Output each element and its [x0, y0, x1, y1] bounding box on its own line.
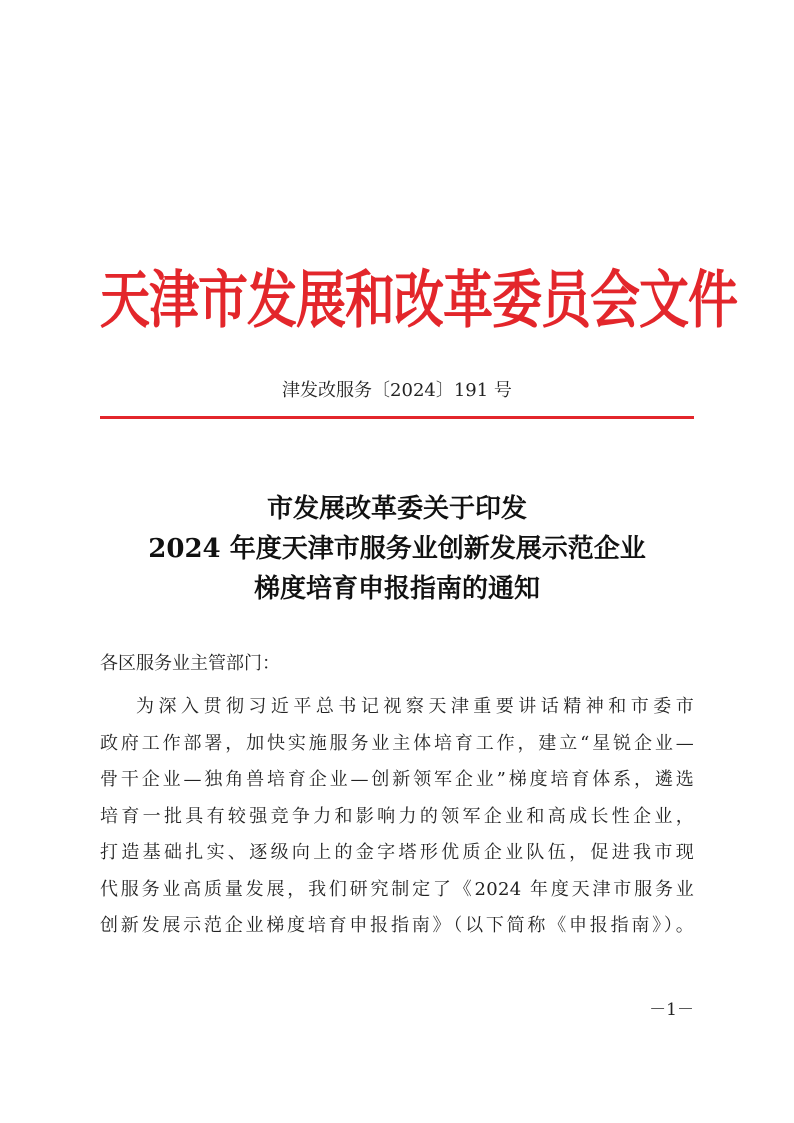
page-number: －1－ [649, 1000, 694, 1020]
title-line: 市发展改革委关于印发 [266, 494, 527, 524]
body-line: 代服务业高质量发展，我们研究制定了《2024 年度天津市服务业 [100, 878, 694, 900]
body-line: 创新发展示范企业梯度培育申报指南》（以下简称《申报指南》）。 [100, 915, 694, 936]
body-line: 政府工作部署，加快实施服务业主体培育工作，建立“星锐企业— [100, 732, 694, 754]
body-paragraph [100, 689, 694, 945]
title-line: 2024 年度天津市服务业创新发展示范企业 [148, 534, 646, 564]
addressee: 各区服务业主管部门： [100, 653, 280, 674]
body-line: 骨干企业—独角兽培育企业—创新领军企业”梯度培育体系，遴选 [100, 769, 694, 790]
title-line: 梯度培育申报指南的通知 [253, 574, 540, 604]
body-line: 培育一批具有较强竞争力和影响力的领军企业和高成长性企业， [100, 805, 694, 827]
body-line: 为深入贯彻习近平总书记视察天津重要讲话精神和市委市 [136, 696, 694, 717]
document-title [100, 489, 694, 609]
document-number: 津发改服务〔2024〕191 号 [282, 380, 512, 401]
red-divider-line [100, 416, 694, 419]
body-line: 打造基础扎实、逐级向上的金字塔形优质企业队伍，促进我市现 [100, 842, 694, 863]
agency-header: 天津市发展和改革委员会文件 [100, 263, 737, 337]
